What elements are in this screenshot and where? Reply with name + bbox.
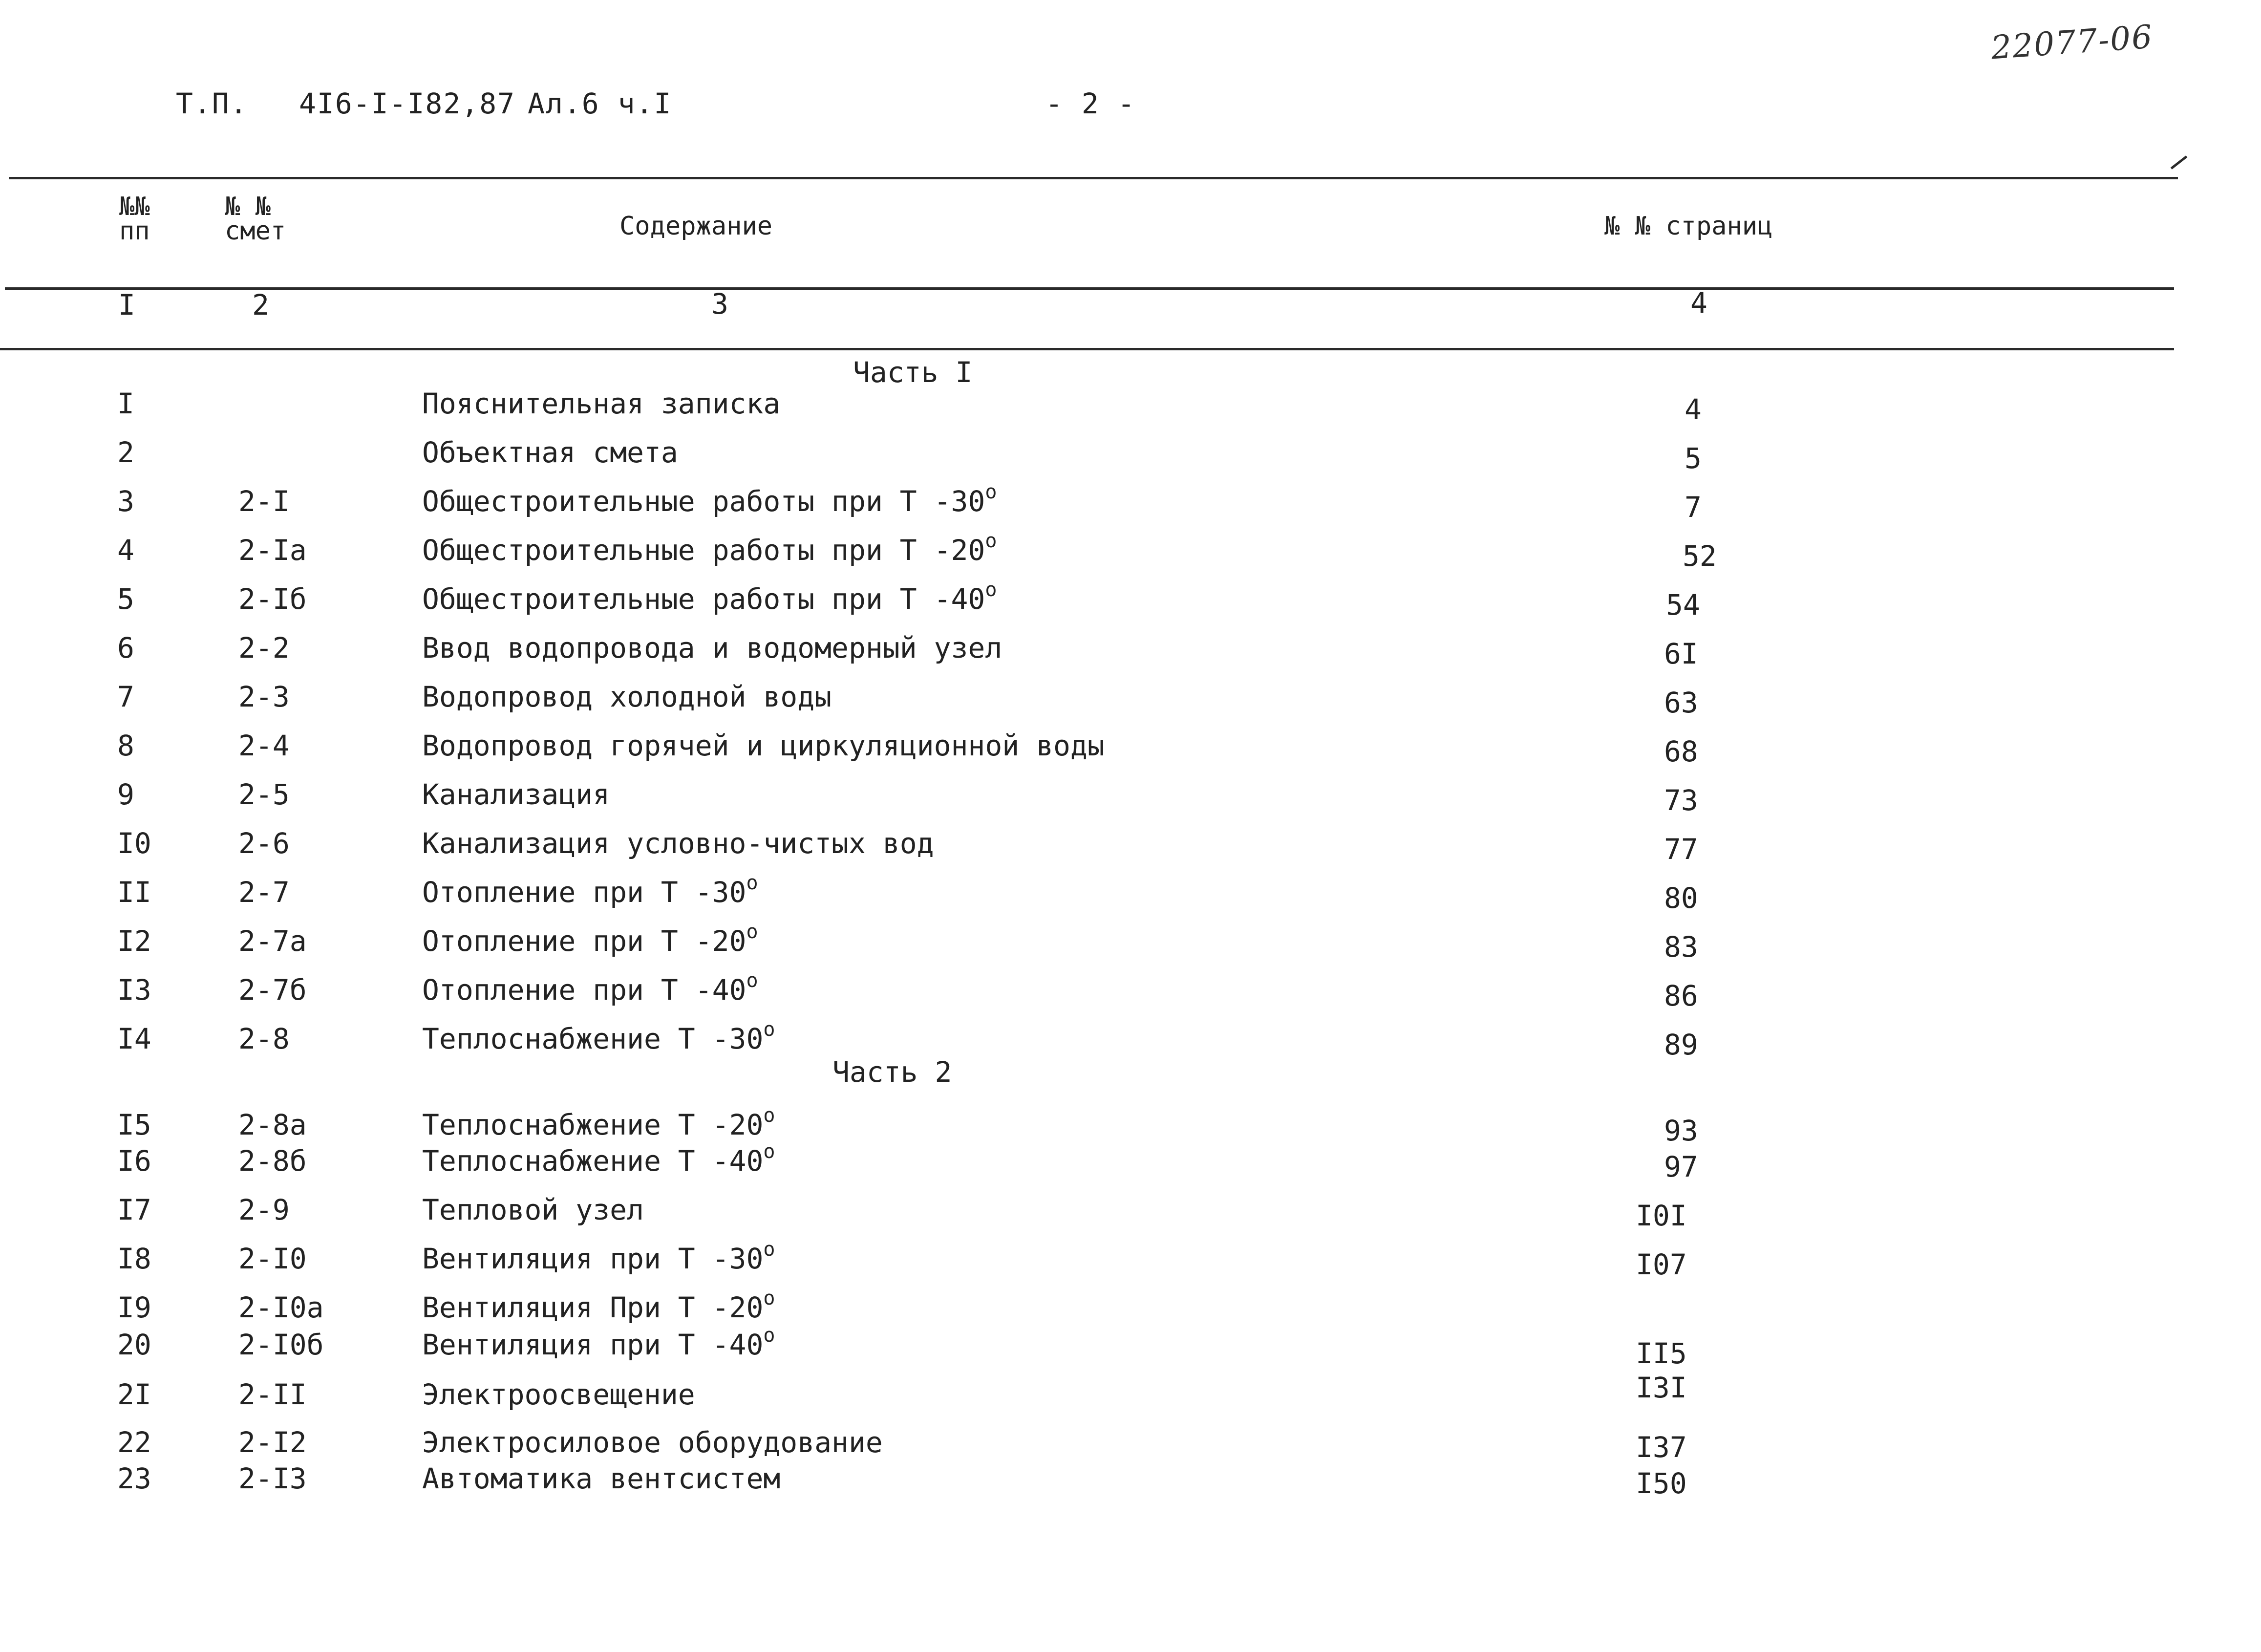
col-head-estimate	[225, 192, 286, 246]
row-page: 93	[1664, 1114, 1698, 1147]
row-content	[422, 1324, 775, 1361]
table-row	[0, 1287, 2261, 1330]
row-content-text: Теплоснабжение Т -30	[422, 1022, 764, 1055]
row-estimate-code: 2-2	[238, 631, 290, 665]
row-content-text: Тепловой узел	[422, 1193, 644, 1226]
row-content-text: Отопление при Т -40	[422, 973, 747, 1007]
row-content-text: Общестроительные работы при Т -20	[422, 534, 985, 567]
row-estimate-code: 2-7а	[238, 924, 307, 958]
album-label: Ал.6 ч.I	[528, 87, 672, 120]
row-page: 68	[1664, 735, 1698, 768]
row-number: I	[117, 387, 134, 420]
part-1-title: Часть I	[853, 356, 973, 389]
row-page: II5	[1636, 1337, 1687, 1370]
row-estimate-code: 2-II	[238, 1378, 307, 1411]
degree-mark: о	[763, 1238, 775, 1261]
table-row	[0, 872, 2261, 915]
row-content	[422, 1238, 775, 1275]
row-content	[422, 1378, 695, 1411]
row-content-text: Общестроительные работы при Т -30	[422, 485, 985, 518]
row-number: I2	[117, 924, 151, 958]
col-head-number-line2: пп	[119, 216, 150, 246]
row-estimate-code: 2-7б	[238, 973, 307, 1007]
row-content-text: Отопление при Т -20	[422, 924, 747, 958]
row-page: 52	[1683, 539, 1717, 573]
row-number: 8	[117, 729, 134, 762]
row-content-text: Объектная смета	[422, 436, 678, 469]
row-number: I5	[117, 1108, 151, 1141]
table-row	[0, 481, 2261, 524]
degree-mark: о	[985, 530, 997, 552]
row-page: I3I	[1636, 1371, 1687, 1404]
archive-stamp-number: 22077-06	[1989, 18, 2154, 67]
row-estimate-code: 2-I3	[238, 1462, 307, 1495]
row-content	[422, 1193, 644, 1226]
row-number: 22	[117, 1426, 151, 1459]
row-estimate-code: 2-I	[238, 485, 290, 518]
col-index-4: 4	[1690, 286, 1707, 320]
page-number: - 2 -	[1045, 87, 1136, 120]
row-estimate-code: 2-I2	[238, 1426, 307, 1459]
row-content	[422, 436, 678, 469]
row-content-text: Канализация	[422, 778, 610, 811]
degree-mark: о	[746, 921, 758, 943]
row-content	[422, 729, 1105, 762]
row-page: 5	[1685, 442, 1702, 475]
row-content-text: Электроосвещение	[422, 1378, 695, 1411]
row-number: 6	[117, 631, 134, 665]
header-divider-rule	[5, 287, 2174, 290]
row-page: I37	[1636, 1431, 1687, 1464]
row-content-text: Отопление при Т -30	[422, 876, 747, 909]
table-row	[0, 1104, 2261, 1147]
table-row	[0, 530, 2261, 573]
table-row	[0, 1426, 2261, 1465]
table-row	[0, 778, 2261, 817]
col-head-estimate-line1: № №	[225, 192, 271, 221]
rule-tick	[2171, 155, 2188, 170]
table-row	[0, 1238, 2261, 1281]
degree-mark: о	[985, 579, 997, 601]
row-page: I50	[1636, 1467, 1687, 1500]
row-page: I07	[1636, 1248, 1687, 1281]
row-page: 54	[1666, 588, 1700, 622]
col-head-estimate-line2: смет	[225, 216, 286, 246]
col-head-content: Содержание	[619, 212, 773, 241]
row-page: 83	[1664, 930, 1698, 964]
row-content-text: Водопровод холодной воды	[422, 680, 832, 713]
degree-mark: о	[763, 1287, 775, 1309]
row-estimate-code: 2-Iб	[238, 582, 307, 616]
table-row	[0, 631, 2261, 670]
row-content-text: Теплоснабжение Т -40	[422, 1144, 764, 1178]
row-number: 20	[117, 1328, 151, 1361]
row-page: 80	[1664, 881, 1698, 915]
table-row	[0, 1018, 2261, 1061]
row-content-text: Вентиляция При Т -20	[422, 1291, 764, 1324]
doc-designation: Т.П.	[176, 87, 248, 120]
row-page: 73	[1664, 784, 1698, 817]
degree-mark: о	[763, 1140, 775, 1163]
row-number: I8	[117, 1242, 151, 1275]
row-page: 97	[1664, 1150, 1698, 1183]
row-number: 5	[117, 582, 134, 616]
row-page: 77	[1664, 833, 1698, 866]
table-row	[0, 1140, 2261, 1183]
col-head-number-line1: №№	[119, 192, 150, 221]
row-page: 86	[1664, 979, 1698, 1012]
row-content	[422, 969, 758, 1007]
row-number: 2	[117, 436, 134, 469]
row-estimate-code: 2-3	[238, 680, 290, 713]
col-index-2: 2	[252, 288, 269, 322]
degree-mark: о	[746, 969, 758, 992]
row-estimate-code: 2-8а	[238, 1108, 307, 1141]
row-content	[422, 387, 780, 420]
row-content-text: Водопровод горячей и циркуляционной воды	[422, 729, 1105, 762]
row-content-text: Общестроительные работы при Т -40	[422, 582, 985, 616]
row-number: 9	[117, 778, 134, 811]
row-content-text: Теплоснабжение Т -20	[422, 1108, 764, 1141]
row-number: I6	[117, 1144, 151, 1178]
row-content	[422, 1104, 775, 1141]
row-content	[422, 921, 758, 958]
row-content	[422, 1426, 883, 1459]
row-number: 2I	[117, 1378, 151, 1411]
row-estimate-code: 2-5	[238, 778, 290, 811]
row-content-text: Вентиляция при Т -30	[422, 1242, 764, 1275]
row-estimate-code: 2-Iа	[238, 534, 307, 567]
row-content-text: Ввод водопровода и водомерный узел	[422, 631, 1003, 665]
row-estimate-code: 2-8б	[238, 1144, 307, 1178]
table-row	[0, 387, 2261, 426]
row-estimate-code: 2-4	[238, 729, 290, 762]
table-row	[0, 827, 2261, 866]
table-row	[0, 1324, 2261, 1370]
table-row	[0, 680, 2261, 719]
degree-mark: о	[763, 1104, 775, 1127]
row-page: I0I	[1636, 1199, 1687, 1232]
table-top-rule	[9, 177, 2178, 179]
row-number: II	[117, 876, 151, 909]
table-row	[0, 1193, 2261, 1232]
row-number: I9	[117, 1291, 151, 1324]
row-number: I0	[117, 827, 151, 860]
table-row	[0, 1371, 2261, 1417]
degree-mark: о	[763, 1324, 775, 1347]
row-estimate-code: 2-6	[238, 827, 290, 860]
row-content	[422, 1018, 775, 1055]
row-content	[422, 778, 610, 811]
row-content	[422, 680, 832, 713]
row-number: 7	[117, 680, 134, 713]
degree-mark: о	[746, 872, 758, 894]
row-content	[422, 1462, 780, 1495]
row-page: 6I	[1664, 637, 1698, 670]
part-2-title: Часть 2	[832, 1055, 952, 1089]
row-estimate-code: 2-9	[238, 1193, 290, 1226]
row-number: I7	[117, 1193, 151, 1226]
table-row	[0, 921, 2261, 964]
row-estimate-code: 2-8	[238, 1022, 290, 1055]
row-estimate-code: 2-I0б	[238, 1328, 324, 1361]
col-head-number	[119, 192, 150, 246]
table-row	[0, 1462, 2261, 1501]
row-content-text: Вентиляция при Т -40	[422, 1328, 764, 1361]
row-page: 7	[1685, 491, 1702, 524]
table-row	[0, 436, 2261, 475]
row-number: I3	[117, 973, 151, 1007]
col-head-pages: № № страниц	[1604, 212, 1773, 241]
row-content-text: Канализация условно-чистых вод	[422, 827, 934, 860]
row-content	[422, 827, 934, 860]
row-number: 3	[117, 485, 134, 518]
row-content-text: Пояснительная записка	[422, 387, 781, 420]
index-divider-rule	[0, 348, 2174, 350]
row-content-text: Автоматика вентсистем	[422, 1462, 781, 1495]
row-content	[422, 1140, 775, 1178]
row-content	[422, 579, 997, 616]
row-content-text: Электросиловое оборудование	[422, 1426, 883, 1459]
row-estimate-code: 2-I0а	[238, 1291, 324, 1324]
degree-mark: о	[985, 481, 997, 503]
col-index-3: 3	[711, 287, 728, 321]
row-page: 89	[1664, 1028, 1698, 1061]
row-content	[422, 631, 1002, 665]
row-number: 23	[117, 1462, 151, 1495]
row-content	[422, 872, 758, 909]
table-row	[0, 969, 2261, 1012]
row-estimate-code: 2-I0	[238, 1242, 307, 1275]
table-row	[0, 579, 2261, 622]
table-row	[0, 729, 2261, 768]
row-content	[422, 481, 997, 518]
col-index-1: I	[118, 288, 135, 322]
row-content	[422, 530, 997, 567]
row-number: 4	[117, 534, 134, 567]
row-page: 63	[1664, 686, 1698, 719]
row-number: I4	[117, 1022, 151, 1055]
doc-code: 4I6-I-I82,87	[299, 87, 516, 120]
row-estimate-code: 2-7	[238, 876, 290, 909]
row-page: 4	[1685, 393, 1702, 426]
row-content	[422, 1287, 775, 1324]
degree-mark: о	[763, 1018, 775, 1041]
